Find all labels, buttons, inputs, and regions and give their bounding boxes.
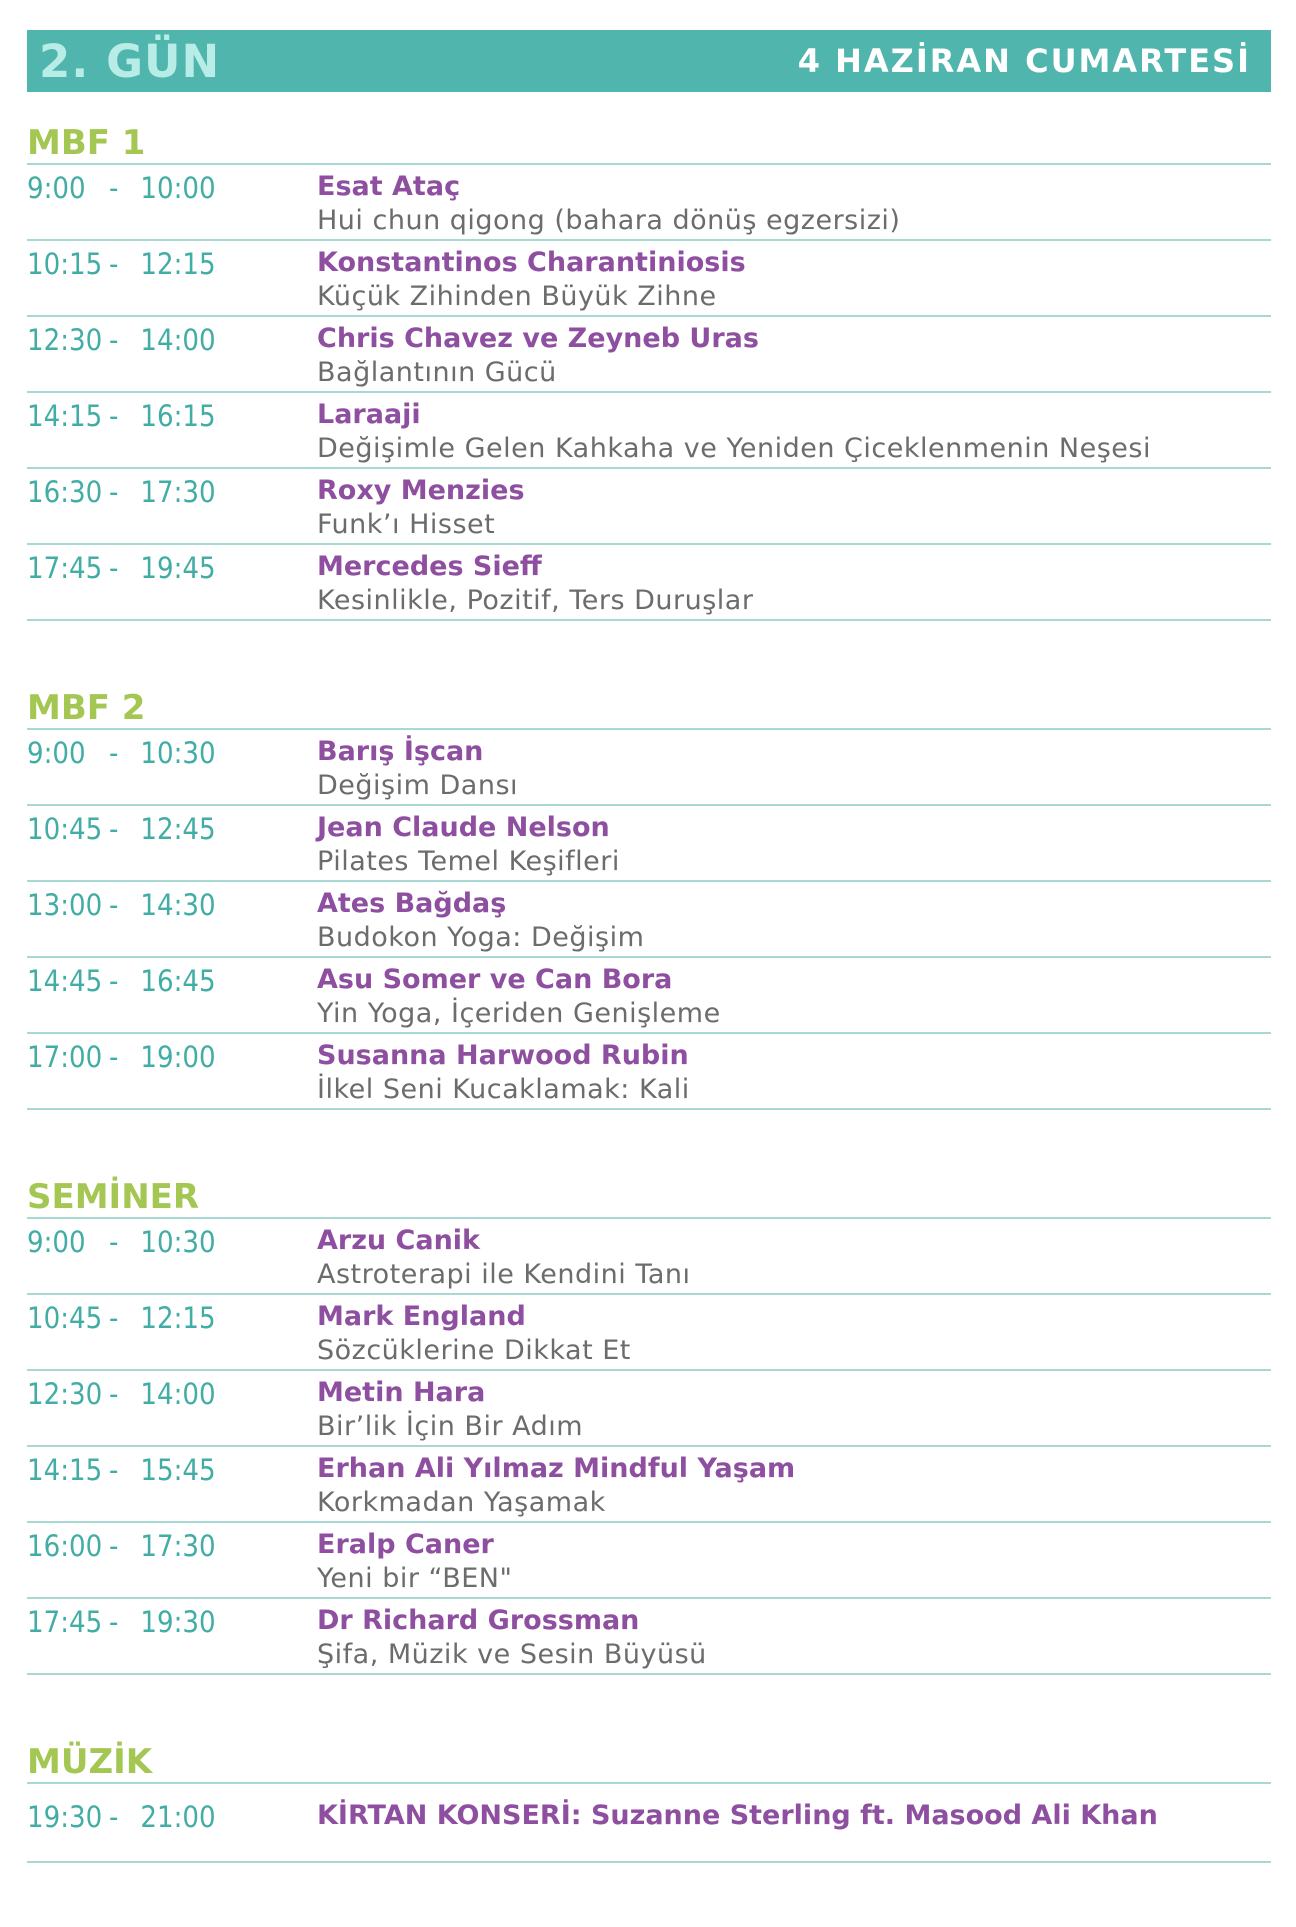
talk-title: Değişimle Gelen Kahkaha ve Yeniden Çiceklenmenin Neşesi xyxy=(317,433,1151,464)
speaker-name: Arzu Canik xyxy=(317,1225,481,1256)
talk-title: Funk’ı Hisset xyxy=(317,509,496,540)
session-row xyxy=(27,1523,1271,1599)
day-label: 2. GÜN xyxy=(39,34,221,88)
time-dash: - xyxy=(109,964,119,998)
speaker-name: Konstantinos Charantiniosis xyxy=(317,247,746,278)
session-row xyxy=(27,317,1271,393)
start-time: 10:45 xyxy=(27,1301,103,1335)
talk-title: Sözcüklerine Dikkat Et xyxy=(317,1335,631,1366)
end-time: 10:30 xyxy=(140,736,216,770)
session-row xyxy=(27,1784,1271,1863)
end-time: 19:00 xyxy=(140,1040,216,1074)
start-time: 9:00 xyxy=(27,736,86,770)
talk-title: Yeni bir “BEN" xyxy=(317,1563,513,1594)
session-time xyxy=(27,1800,216,1834)
session-row xyxy=(27,1219,1271,1295)
start-time: 13:00 xyxy=(27,888,103,922)
time-dash: - xyxy=(109,1040,119,1074)
end-time: 16:15 xyxy=(140,399,216,433)
start-time: 19:30 xyxy=(27,1800,103,1834)
section-1 xyxy=(27,677,1271,1110)
time-dash: - xyxy=(109,399,119,433)
session-time xyxy=(27,1225,216,1259)
session-row xyxy=(27,545,1271,621)
session-row xyxy=(27,882,1271,958)
time-dash: - xyxy=(109,247,119,281)
end-time: 14:00 xyxy=(140,323,216,357)
end-time: 12:45 xyxy=(140,812,216,846)
start-time: 17:45 xyxy=(27,551,103,585)
session-time xyxy=(27,812,216,846)
session-row xyxy=(27,730,1271,806)
section-0 xyxy=(27,92,1271,621)
section-3 xyxy=(27,1731,1271,1863)
session-time xyxy=(27,551,216,585)
end-time: 14:00 xyxy=(140,1377,216,1411)
end-time: 12:15 xyxy=(140,247,216,281)
time-dash: - xyxy=(109,1453,119,1487)
end-time: 17:30 xyxy=(140,475,216,509)
end-time: 10:30 xyxy=(140,1225,216,1259)
talk-title: Hui chun qigong (bahara dönüş egzersizi) xyxy=(317,205,901,236)
talk-title: Değişim Dansı xyxy=(317,770,519,801)
talk-title: Bağlantının Gücü xyxy=(317,357,557,388)
speaker-name: Asu Somer ve Can Bora xyxy=(317,964,673,995)
end-time: 17:30 xyxy=(140,1529,216,1563)
time-dash: - xyxy=(109,1377,119,1411)
time-dash: - xyxy=(109,1529,119,1563)
talk-title: Bir’lik İçin Bir Adım xyxy=(317,1411,584,1442)
date-label: 4 HAZİRAN CUMARTESİ xyxy=(797,42,1251,80)
speaker-name: Erhan Ali Yılmaz Mindful Yaşam xyxy=(317,1453,796,1484)
session-row xyxy=(27,1034,1271,1110)
start-time: 12:30 xyxy=(27,1377,103,1411)
speaker-name: Chris Chavez ve Zeyneb Uras xyxy=(317,323,759,354)
time-dash: - xyxy=(109,1800,119,1834)
speaker-name: Esat Ataç xyxy=(317,171,461,202)
talk-title: Pilates Temel Keşifleri xyxy=(317,846,620,877)
speaker-name: Metin Hara xyxy=(317,1377,486,1408)
speaker-name: Roxy Menzies xyxy=(317,475,525,506)
end-time: 12:15 xyxy=(140,1301,216,1335)
session-time xyxy=(27,1605,216,1639)
time-dash: - xyxy=(109,171,119,205)
time-dash: - xyxy=(109,551,119,585)
time-dash: - xyxy=(109,812,119,846)
time-dash: - xyxy=(109,1301,119,1335)
talk-title: Astroterapi ile Kendini Tanı xyxy=(317,1259,691,1290)
time-dash: - xyxy=(109,1605,119,1639)
start-time: 16:30 xyxy=(27,475,103,509)
session-time xyxy=(27,1301,216,1335)
speaker-name: Ates Bağdaş xyxy=(317,888,507,919)
start-time: 14:15 xyxy=(27,1453,103,1487)
session-time xyxy=(27,247,216,281)
session-time xyxy=(27,736,216,770)
time-dash: - xyxy=(109,888,119,922)
end-time: 16:45 xyxy=(140,964,216,998)
section-2 xyxy=(27,1166,1271,1675)
session-time xyxy=(27,964,216,998)
end-time: 21:00 xyxy=(140,1800,216,1834)
end-time: 15:45 xyxy=(140,1453,216,1487)
session-row xyxy=(27,241,1271,317)
session-row xyxy=(27,1371,1271,1447)
end-time: 19:30 xyxy=(140,1605,216,1639)
start-time: 14:45 xyxy=(27,964,103,998)
session-row xyxy=(27,393,1271,469)
time-dash: - xyxy=(109,1225,119,1259)
start-time: 17:45 xyxy=(27,1605,103,1639)
speaker-name: Mark England xyxy=(317,1301,526,1332)
session-time xyxy=(27,1529,216,1563)
session-time xyxy=(27,1040,216,1074)
start-time: 10:45 xyxy=(27,812,103,846)
session-time xyxy=(27,888,216,922)
section-title: MBF 1 xyxy=(27,123,146,163)
talk-title: Yin Yoga, İçeriden Genişleme xyxy=(317,998,721,1029)
speaker-name: Jean Claude Nelson xyxy=(317,812,610,843)
session-time xyxy=(27,171,216,205)
end-time: 19:45 xyxy=(140,551,216,585)
talk-title: Küçük Zihinden Büyük Zihne xyxy=(317,281,717,312)
start-time: 9:00 xyxy=(27,171,86,205)
start-time: 9:00 xyxy=(27,1225,86,1259)
start-time: 10:15 xyxy=(27,247,103,281)
speaker-name: Susanna Harwood Rubin xyxy=(317,1040,689,1071)
speaker-name: Barış İşcan xyxy=(317,736,484,767)
start-time: 14:15 xyxy=(27,399,103,433)
section-title: MBF 2 xyxy=(27,688,146,728)
talk-title: Şifa, Müzik ve Sesin Büyüsü xyxy=(317,1639,707,1670)
start-time: 12:30 xyxy=(27,323,103,357)
session-row xyxy=(27,1295,1271,1371)
session-time xyxy=(27,1377,216,1411)
session-row xyxy=(27,806,1271,882)
section-title: MÜZİK xyxy=(27,1742,153,1782)
schedule-sections xyxy=(27,92,1271,1863)
session-row xyxy=(27,469,1271,545)
speaker-name: Eralp Caner xyxy=(317,1529,494,1560)
end-time: 10:00 xyxy=(140,171,216,205)
speaker-name: Mercedes Sieff xyxy=(317,551,542,582)
session-time xyxy=(27,475,216,509)
session-row xyxy=(27,958,1271,1034)
time-dash: - xyxy=(109,323,119,357)
speaker-name: Laraaji xyxy=(317,399,421,430)
session-row xyxy=(27,165,1271,241)
section-title: SEMİNER xyxy=(27,1177,200,1217)
session-row xyxy=(27,1599,1271,1675)
session-time xyxy=(27,1453,216,1487)
day-header xyxy=(27,30,1271,92)
program-page xyxy=(27,30,1271,1863)
speaker-name: KİRTAN KONSERİ: Suzanne Sterling ft. Masood Ali Khan xyxy=(317,1800,1158,1831)
talk-title: Kesinlikle, Pozitif, Ters Duruşlar xyxy=(317,585,754,616)
speaker-name: Dr Richard Grossman xyxy=(317,1605,640,1636)
session-time xyxy=(27,399,216,433)
time-dash: - xyxy=(109,475,119,509)
talk-title: Budokon Yoga: Değişim xyxy=(317,922,645,953)
talk-title: İlkel Seni Kucaklamak: Kali xyxy=(317,1074,690,1105)
time-dash: - xyxy=(109,736,119,770)
start-time: 16:00 xyxy=(27,1529,103,1563)
start-time: 17:00 xyxy=(27,1040,103,1074)
talk-title: Korkmadan Yaşamak xyxy=(317,1487,606,1518)
session-row xyxy=(27,1447,1271,1523)
end-time: 14:30 xyxy=(140,888,216,922)
session-time xyxy=(27,323,216,357)
